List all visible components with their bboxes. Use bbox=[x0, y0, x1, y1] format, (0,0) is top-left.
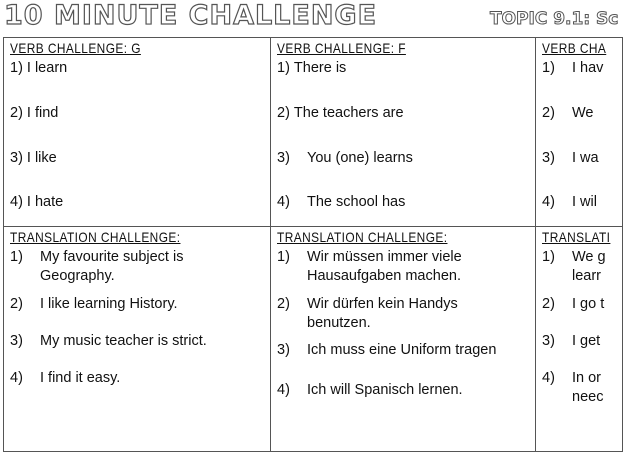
challenge-grid bbox=[3, 37, 623, 452]
translation-challenge-2-heading: TRANSLATION CHALLENGE: bbox=[277, 229, 448, 245]
item-number: 2) bbox=[542, 105, 555, 121]
item-text: Ich muss eine Uniform tragen bbox=[307, 342, 497, 358]
item-number: 4) bbox=[277, 382, 290, 398]
item-text: I find bbox=[26, 105, 59, 121]
item-number: 3) bbox=[10, 150, 23, 166]
list-item bbox=[277, 382, 463, 398]
list-item bbox=[277, 105, 404, 121]
verb-challenge-3 bbox=[536, 38, 626, 226]
item-text: We bbox=[572, 105, 594, 121]
verb-challenge-1 bbox=[4, 38, 269, 226]
list-item bbox=[10, 296, 178, 312]
translation-challenge-3-heading: TRANSLATI bbox=[542, 229, 611, 245]
item-number: 1) bbox=[542, 249, 555, 265]
item-text: I hav bbox=[572, 60, 604, 76]
list-item bbox=[10, 249, 183, 284]
item-text: The teachers are bbox=[293, 105, 404, 121]
item-text-continued: Hausaufgaben machen. bbox=[307, 268, 461, 284]
list-item bbox=[542, 333, 600, 349]
list-item bbox=[277, 150, 413, 166]
topic-label: TOPIC 9.1: Sc bbox=[490, 9, 619, 29]
item-number: 1) bbox=[10, 60, 23, 76]
verb-challenge-2-heading: VERB CHALLENGE: F bbox=[277, 40, 406, 56]
item-number: 4) bbox=[277, 194, 290, 210]
item-number: 2) bbox=[542, 296, 555, 312]
item-text: Wir dürfen kein Handys bbox=[307, 296, 458, 312]
translation-challenge-3 bbox=[536, 227, 626, 453]
item-text-continued: learr bbox=[572, 268, 602, 284]
item-text: I learn bbox=[26, 60, 68, 76]
item-text: Wir müssen immer viele bbox=[307, 249, 462, 265]
item-text: In or bbox=[572, 370, 602, 386]
item-text-continued: neec bbox=[572, 389, 604, 405]
item-number: 3) bbox=[277, 342, 290, 358]
item-number: 2) bbox=[277, 105, 290, 121]
item-text: I wil bbox=[572, 194, 597, 210]
item-number: 3) bbox=[277, 150, 290, 166]
item-text: I like bbox=[26, 150, 57, 166]
item-text: The school has bbox=[307, 194, 406, 210]
item-text: You (one) learns bbox=[307, 150, 413, 166]
list-item bbox=[542, 194, 597, 210]
item-number: 4) bbox=[542, 194, 555, 210]
item-text-continued: benutzen. bbox=[307, 315, 371, 331]
item-number: 3) bbox=[10, 333, 23, 349]
list-item bbox=[542, 296, 604, 312]
list-item bbox=[10, 370, 120, 386]
list-item bbox=[10, 105, 58, 121]
list-item bbox=[277, 342, 496, 358]
list-item bbox=[542, 150, 599, 166]
item-text: My music teacher is strict. bbox=[40, 333, 207, 349]
item-number: 4) bbox=[10, 370, 23, 386]
item-text: I get bbox=[572, 333, 601, 349]
item-text: We g bbox=[572, 249, 606, 265]
list-item bbox=[542, 60, 603, 76]
translation-challenge-1 bbox=[4, 227, 269, 453]
list-item bbox=[277, 194, 405, 210]
list-item bbox=[542, 370, 603, 405]
item-number: 2) bbox=[10, 296, 23, 312]
list-item bbox=[10, 333, 207, 349]
list-item bbox=[277, 296, 458, 331]
worksheet-title: 10 MINUTE CHALLENGE bbox=[4, 0, 378, 31]
item-text-continued: Geography. bbox=[40, 268, 115, 284]
item-number: 2) bbox=[277, 296, 290, 312]
list-item bbox=[10, 60, 67, 76]
item-text: I wa bbox=[572, 150, 599, 166]
item-text: I find it easy. bbox=[40, 370, 121, 386]
item-number: 4) bbox=[542, 370, 555, 386]
item-text: There is bbox=[293, 60, 347, 76]
list-item bbox=[10, 150, 57, 166]
verb-challenge-3-heading: VERB CHA bbox=[542, 40, 607, 56]
item-number: 1) bbox=[542, 60, 555, 76]
item-number: 3) bbox=[542, 150, 555, 166]
verb-challenge-2 bbox=[271, 38, 536, 226]
verb-challenge-1-heading: VERB CHALLENGE: G bbox=[10, 40, 141, 56]
item-text: I go t bbox=[572, 296, 605, 312]
item-number: 2) bbox=[10, 105, 23, 121]
item-number: 1) bbox=[10, 249, 23, 265]
list-item bbox=[10, 194, 63, 210]
item-text: I like learning History. bbox=[40, 296, 178, 312]
item-number: 3) bbox=[542, 333, 555, 349]
list-item bbox=[542, 105, 594, 121]
list-item bbox=[277, 60, 346, 76]
item-text: I hate bbox=[26, 194, 64, 210]
translation-challenge-1-heading: TRANSLATION CHALLENGE: bbox=[10, 229, 181, 245]
list-item bbox=[277, 249, 462, 284]
list-item bbox=[542, 249, 606, 284]
item-text: My favourite subject is bbox=[40, 249, 184, 265]
item-number: 1) bbox=[277, 60, 290, 76]
translation-challenge-2 bbox=[271, 227, 536, 453]
item-number: 4) bbox=[10, 194, 23, 210]
item-number: 1) bbox=[277, 249, 290, 265]
item-text: Ich will Spanisch lernen. bbox=[307, 382, 463, 398]
